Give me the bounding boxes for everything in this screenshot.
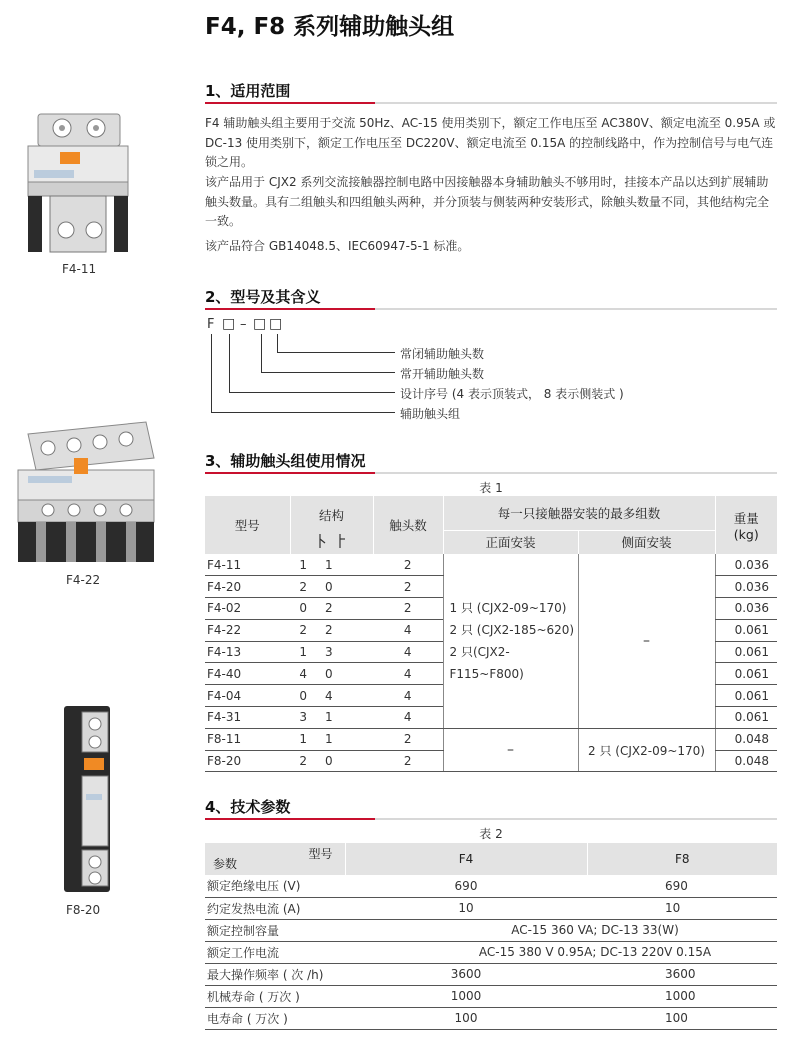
t1-weight: 0.036 bbox=[715, 576, 777, 598]
t1-header-model: 型号 bbox=[205, 496, 290, 554]
section-1-paragraph-2: 该产品用于 CJX2 系列交流接触器控制电路中因接触器本身辅助触头不够用时，挂接本产品以达到扩展辅助触头数量。具有二组触头和四组触头两种，并分顶装与侧装两种安装形式，除触头数量不同，其他结构完全一致。 bbox=[205, 175, 770, 228]
t1-header-structure: 结构 bbox=[290, 496, 373, 530]
t1-contacts: 4 bbox=[373, 707, 443, 729]
t2-f4-value: 690 bbox=[345, 875, 587, 897]
t1-model: F4-11 bbox=[205, 554, 290, 576]
t1-nc: 1 bbox=[313, 554, 373, 576]
t2-f8-value: 690 bbox=[587, 875, 777, 897]
table-row bbox=[205, 554, 777, 576]
t1-nc: 0 bbox=[313, 663, 373, 685]
t1-no: 1 bbox=[290, 554, 313, 576]
t1-no: 2 bbox=[290, 750, 313, 772]
f8-20-caption: F8-20 bbox=[66, 903, 101, 917]
section-4-heading: 4、技术参数 bbox=[205, 798, 291, 816]
t1-f8-side: 2 只 (CJX2-09~170) bbox=[578, 728, 715, 772]
t1-model: F4-31 bbox=[205, 707, 290, 729]
section-3-heading: 3、辅助触头组使用情况 bbox=[205, 452, 366, 470]
t1-no: 2 bbox=[290, 619, 313, 641]
model-code-box-no: □ bbox=[253, 316, 267, 332]
section-1-rule bbox=[205, 102, 777, 104]
model-code-box-nc: □ bbox=[269, 316, 283, 332]
t1-contacts: 4 bbox=[373, 663, 443, 685]
t1-weight: 0.061 bbox=[715, 663, 777, 685]
t1-model: F4-22 bbox=[205, 619, 290, 641]
t2-param: 最大操作频率 ( 次 /h) bbox=[205, 963, 345, 985]
t1-weight: 0.048 bbox=[715, 750, 777, 772]
t1-nc: 4 bbox=[313, 685, 373, 707]
t1-no: 0 bbox=[290, 685, 313, 707]
model-label-no: 常开辅助触头数 bbox=[400, 367, 485, 381]
table-row bbox=[205, 875, 777, 897]
t1-weight: 0.061 bbox=[715, 619, 777, 641]
t2-f8-value: 1000 bbox=[587, 985, 777, 1007]
t2-f8-value: 10 bbox=[587, 897, 777, 919]
t1-header-max-groups: 每一只接触器安装的最多组数 bbox=[443, 496, 715, 530]
model-label-design: 设计序号 (4 表示顶装式， 8 表示侧装式 ) bbox=[400, 387, 624, 401]
t1-contacts: 4 bbox=[373, 685, 443, 707]
t1-weight: 0.061 bbox=[715, 685, 777, 707]
t1-model: F8-11 bbox=[205, 728, 290, 750]
t2-f4-value: 1000 bbox=[345, 985, 587, 1007]
t1-no: 1 bbox=[290, 728, 313, 750]
section-2-heading: 2、型号及其含义 bbox=[205, 288, 321, 306]
table-1 bbox=[205, 496, 777, 772]
t2-span-value: AC-15 360 VA; DC-13 33(W) bbox=[345, 919, 777, 941]
t1-no: 3 bbox=[290, 707, 313, 729]
t2-param: 额定绝缘电压 (V) bbox=[205, 875, 345, 897]
t2-f4-value: 100 bbox=[345, 1007, 587, 1029]
f4-11-product-image bbox=[20, 112, 135, 257]
t1-model: F4-04 bbox=[205, 685, 290, 707]
t1-weight: 0.061 bbox=[715, 641, 777, 663]
t2-f8-value: 3600 bbox=[587, 963, 777, 985]
t1-weight: 0.036 bbox=[715, 554, 777, 576]
t1-nc: 3 bbox=[313, 641, 373, 663]
f8-20-product-image bbox=[56, 704, 126, 896]
t1-structure-symbol bbox=[290, 530, 373, 554]
t2-f8-value: 100 bbox=[587, 1007, 777, 1029]
t2-header-corner: 型号 参数 bbox=[205, 843, 345, 875]
t1-contacts: 2 bbox=[373, 750, 443, 772]
t1-model: F4-13 bbox=[205, 641, 290, 663]
t1-contacts: 2 bbox=[373, 728, 443, 750]
t1-nc: 2 bbox=[313, 598, 373, 620]
table-row bbox=[205, 897, 777, 919]
section-1-paragraph-1: F4 辅助触头组主要用于交流 50Hz、AC-15 使用类别下，额定工作电压至 AC380V、额定电流至 0.95A 或 DC-13 使用类别下，额定工作电压至 DC220V、额定电流至 0.15A 的控制线路中，作为控制信号与电气连锁之用。 bbox=[205, 116, 776, 169]
table-row bbox=[205, 985, 777, 1007]
t2-param: 电寿命 ( 万次 ) bbox=[205, 1007, 345, 1029]
t2-header-f4: F4 bbox=[345, 843, 587, 875]
t1-model: F8-20 bbox=[205, 750, 290, 772]
section-2-rule bbox=[205, 308, 777, 310]
document-title: F4, F8 系列辅助触头组 bbox=[205, 14, 455, 40]
t1-f4-side: – bbox=[578, 554, 715, 728]
t1-model: F4-40 bbox=[205, 663, 290, 685]
t1-contacts: 4 bbox=[373, 619, 443, 641]
model-code-box-series: □ bbox=[222, 316, 236, 332]
section-3-rule bbox=[205, 472, 777, 474]
model-label-group: 辅助触头组 bbox=[400, 407, 461, 421]
t1-weight: 0.061 bbox=[715, 707, 777, 729]
t1-header-side: 侧面安装 bbox=[578, 530, 715, 554]
t2-param: 额定控制容量 bbox=[205, 919, 345, 941]
t1-no: 0 bbox=[290, 598, 313, 620]
t1-weight: 0.048 bbox=[715, 728, 777, 750]
section-4-rule bbox=[205, 818, 777, 820]
t1-header-front: 正面安装 bbox=[443, 530, 578, 554]
model-code-prefix: F bbox=[207, 317, 215, 332]
section-1-paragraph-3: 该产品符合 GB14048.5、IEC60947-5-1 标准。 bbox=[205, 239, 470, 253]
t2-param: 额定工作电流 bbox=[205, 941, 345, 963]
t2-f4-value: 3600 bbox=[345, 963, 587, 985]
t2-param: 机械寿命 ( 万次 ) bbox=[205, 985, 345, 1007]
t2-param: 约定发热电流 (A) bbox=[205, 897, 345, 919]
t1-nc: 0 bbox=[313, 576, 373, 598]
t1-contacts: 2 bbox=[373, 598, 443, 620]
t1-model: F4-20 bbox=[205, 576, 290, 598]
table-row bbox=[205, 1007, 777, 1029]
t1-header-weight: 重量 (kg) bbox=[715, 496, 777, 554]
t1-nc: 1 bbox=[313, 707, 373, 729]
table-2 bbox=[205, 843, 777, 1030]
t2-span-value: AC-15 380 V 0.95A; DC-13 220V 0.15A bbox=[345, 941, 777, 963]
t2-f4-value: 10 bbox=[345, 897, 587, 919]
t2-header-f8: F8 bbox=[587, 843, 777, 875]
t1-no: 1 bbox=[290, 641, 313, 663]
section-1-heading: 1、适用范围 bbox=[205, 82, 291, 100]
t1-no: 2 bbox=[290, 576, 313, 598]
t1-contacts: 2 bbox=[373, 554, 443, 576]
t1-f4-front: 1 只 (CJX2-09~170) 2 只 (CJX2-185~620) 2 只(CJX2-F115~F800) bbox=[443, 554, 578, 728]
f4-22-product-image bbox=[8, 418, 158, 566]
model-label-nc: 常闭辅助触头数 bbox=[400, 347, 485, 361]
t1-model: F4-02 bbox=[205, 598, 290, 620]
t1-nc: 1 bbox=[313, 728, 373, 750]
t1-nc: 2 bbox=[313, 619, 373, 641]
table-row bbox=[205, 728, 777, 750]
table-2-caption: 表 2 bbox=[479, 827, 503, 841]
table-row bbox=[205, 919, 777, 941]
t1-no: 4 bbox=[290, 663, 313, 685]
table-row bbox=[205, 941, 777, 963]
t1-header-contacts: 触头数 bbox=[373, 496, 443, 554]
t1-nc: 0 bbox=[313, 750, 373, 772]
t1-f8-front: – bbox=[443, 728, 578, 772]
table-1-caption: 表 1 bbox=[479, 481, 503, 495]
table-row bbox=[205, 963, 777, 985]
t1-contacts: 4 bbox=[373, 641, 443, 663]
f4-11-caption: F4-11 bbox=[62, 262, 97, 276]
t1-contacts: 2 bbox=[373, 576, 443, 598]
t1-weight: 0.036 bbox=[715, 598, 777, 620]
f4-22-caption: F4-22 bbox=[66, 573, 101, 587]
model-code-dash: – bbox=[240, 317, 247, 332]
contact-symbol-icon bbox=[312, 533, 352, 549]
